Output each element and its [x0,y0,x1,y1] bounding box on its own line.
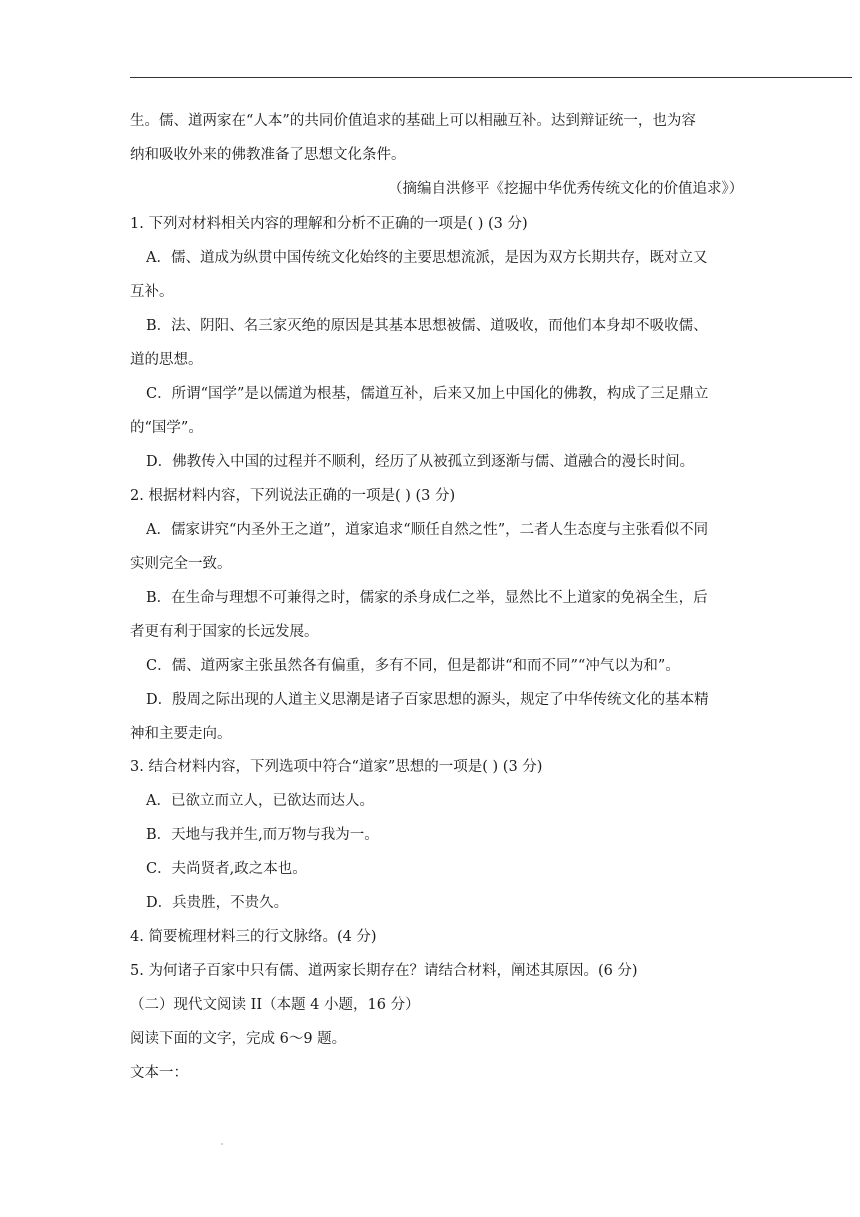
q3-option-d: D．兵贵胜，不贵久。 [146,895,289,911]
q1-option-b-cont: 道的思想。 [130,352,203,368]
question-4: 4. 简要梳理材料三的行文脉络。(4 分) [130,929,377,945]
question-1: 1. 下列对材料相关内容的理解和分析不正确的一项是( ) (3 分) [130,216,528,232]
text-line: 纳和吸收外来的佛教准备了思想文化条件。 [130,147,406,163]
q1-option-c-cont: 的“国学”。 [130,420,203,436]
q1-option-a: A．儒、道成为纵贯中国传统文化始终的主要思想流派，是因为双方长期共存，既对立又 [146,250,708,266]
text-one-label: 文本一： [130,1065,188,1081]
q2-option-a: A．儒家讲究“内圣外王之道”，道家追求“顺任自然之性”，二者人生态度与主张看似不同 [146,522,709,538]
reading-instruction: 阅读下面的文字，完成 6～9 题。 [130,1031,347,1047]
source-citation: （摘编自洪修平《挖掘中华优秀传统文化的价值追求》） [388,181,744,197]
q2-option-a-cont: 实则完全一致。 [130,556,232,572]
q3-option-b: B．天地与我并生,而万物与我为一。 [146,827,379,843]
q2-option-b: B．在生命与理想不可兼得之时，儒家的杀身成仁之举，显然比不上道家的免祸全生，后 [146,590,708,606]
header-rule [130,77,852,78]
section-heading: （二）现代文阅读 II（本题 4 小题，16 分） [130,997,420,1013]
q2-option-d: D．殷周之际出现的人道主义思潮是诸子百家思想的源头，规定了中华传统文化的基本精 [146,692,709,708]
q1-option-c: C．所谓“国学”是以儒道为根基，儒道互补，后来又加上中国化的佛教，构成了三足鼎立 [146,386,709,402]
q2-option-c: C．儒、道两家主张虽然各有偏重，多有不同，但是都讲“和而不同”“冲气以为和”。 [146,658,680,674]
q3-option-c: C．夫尚贤者,政之本也。 [146,861,307,877]
question-3: 3. 结合材料内容，下列选项中符合“道家”思想的一项是( ) (3 分) [130,759,543,775]
q1-option-a-cont: 互补。 [130,284,174,300]
q1-option-d: D．佛教传入中国的过程并不顺利，经历了从被孤立到逐渐与儒、道融合的漫长时间。 [146,454,695,470]
question-5: 5. 为何诸子百家中只有儒、道两家长期存在？请结合材料，阐述其原因。(6 分) [130,963,638,979]
q3-option-a: A．已欲立而立人，已欲达而达人。 [146,793,374,809]
q2-option-b-cont: 者更有利于国家的长远发展。 [130,624,319,640]
scan-speck [221,1143,223,1145]
question-2: 2. 根据材料内容，下列说法正确的一项是( ) (3 分) [130,488,456,504]
q1-option-b: B．法、阴阳、名三家灭绝的原因是其基本思想被儒、道吸收，而他们本身却不吸收儒、 [146,318,708,334]
text-line: 生。儒、道两家在“人本”的共同价值追求的基础上可以相融互补。达到辩证统一，也为容 [130,113,696,129]
q2-option-d-cont: 神和主要走向。 [130,726,232,742]
